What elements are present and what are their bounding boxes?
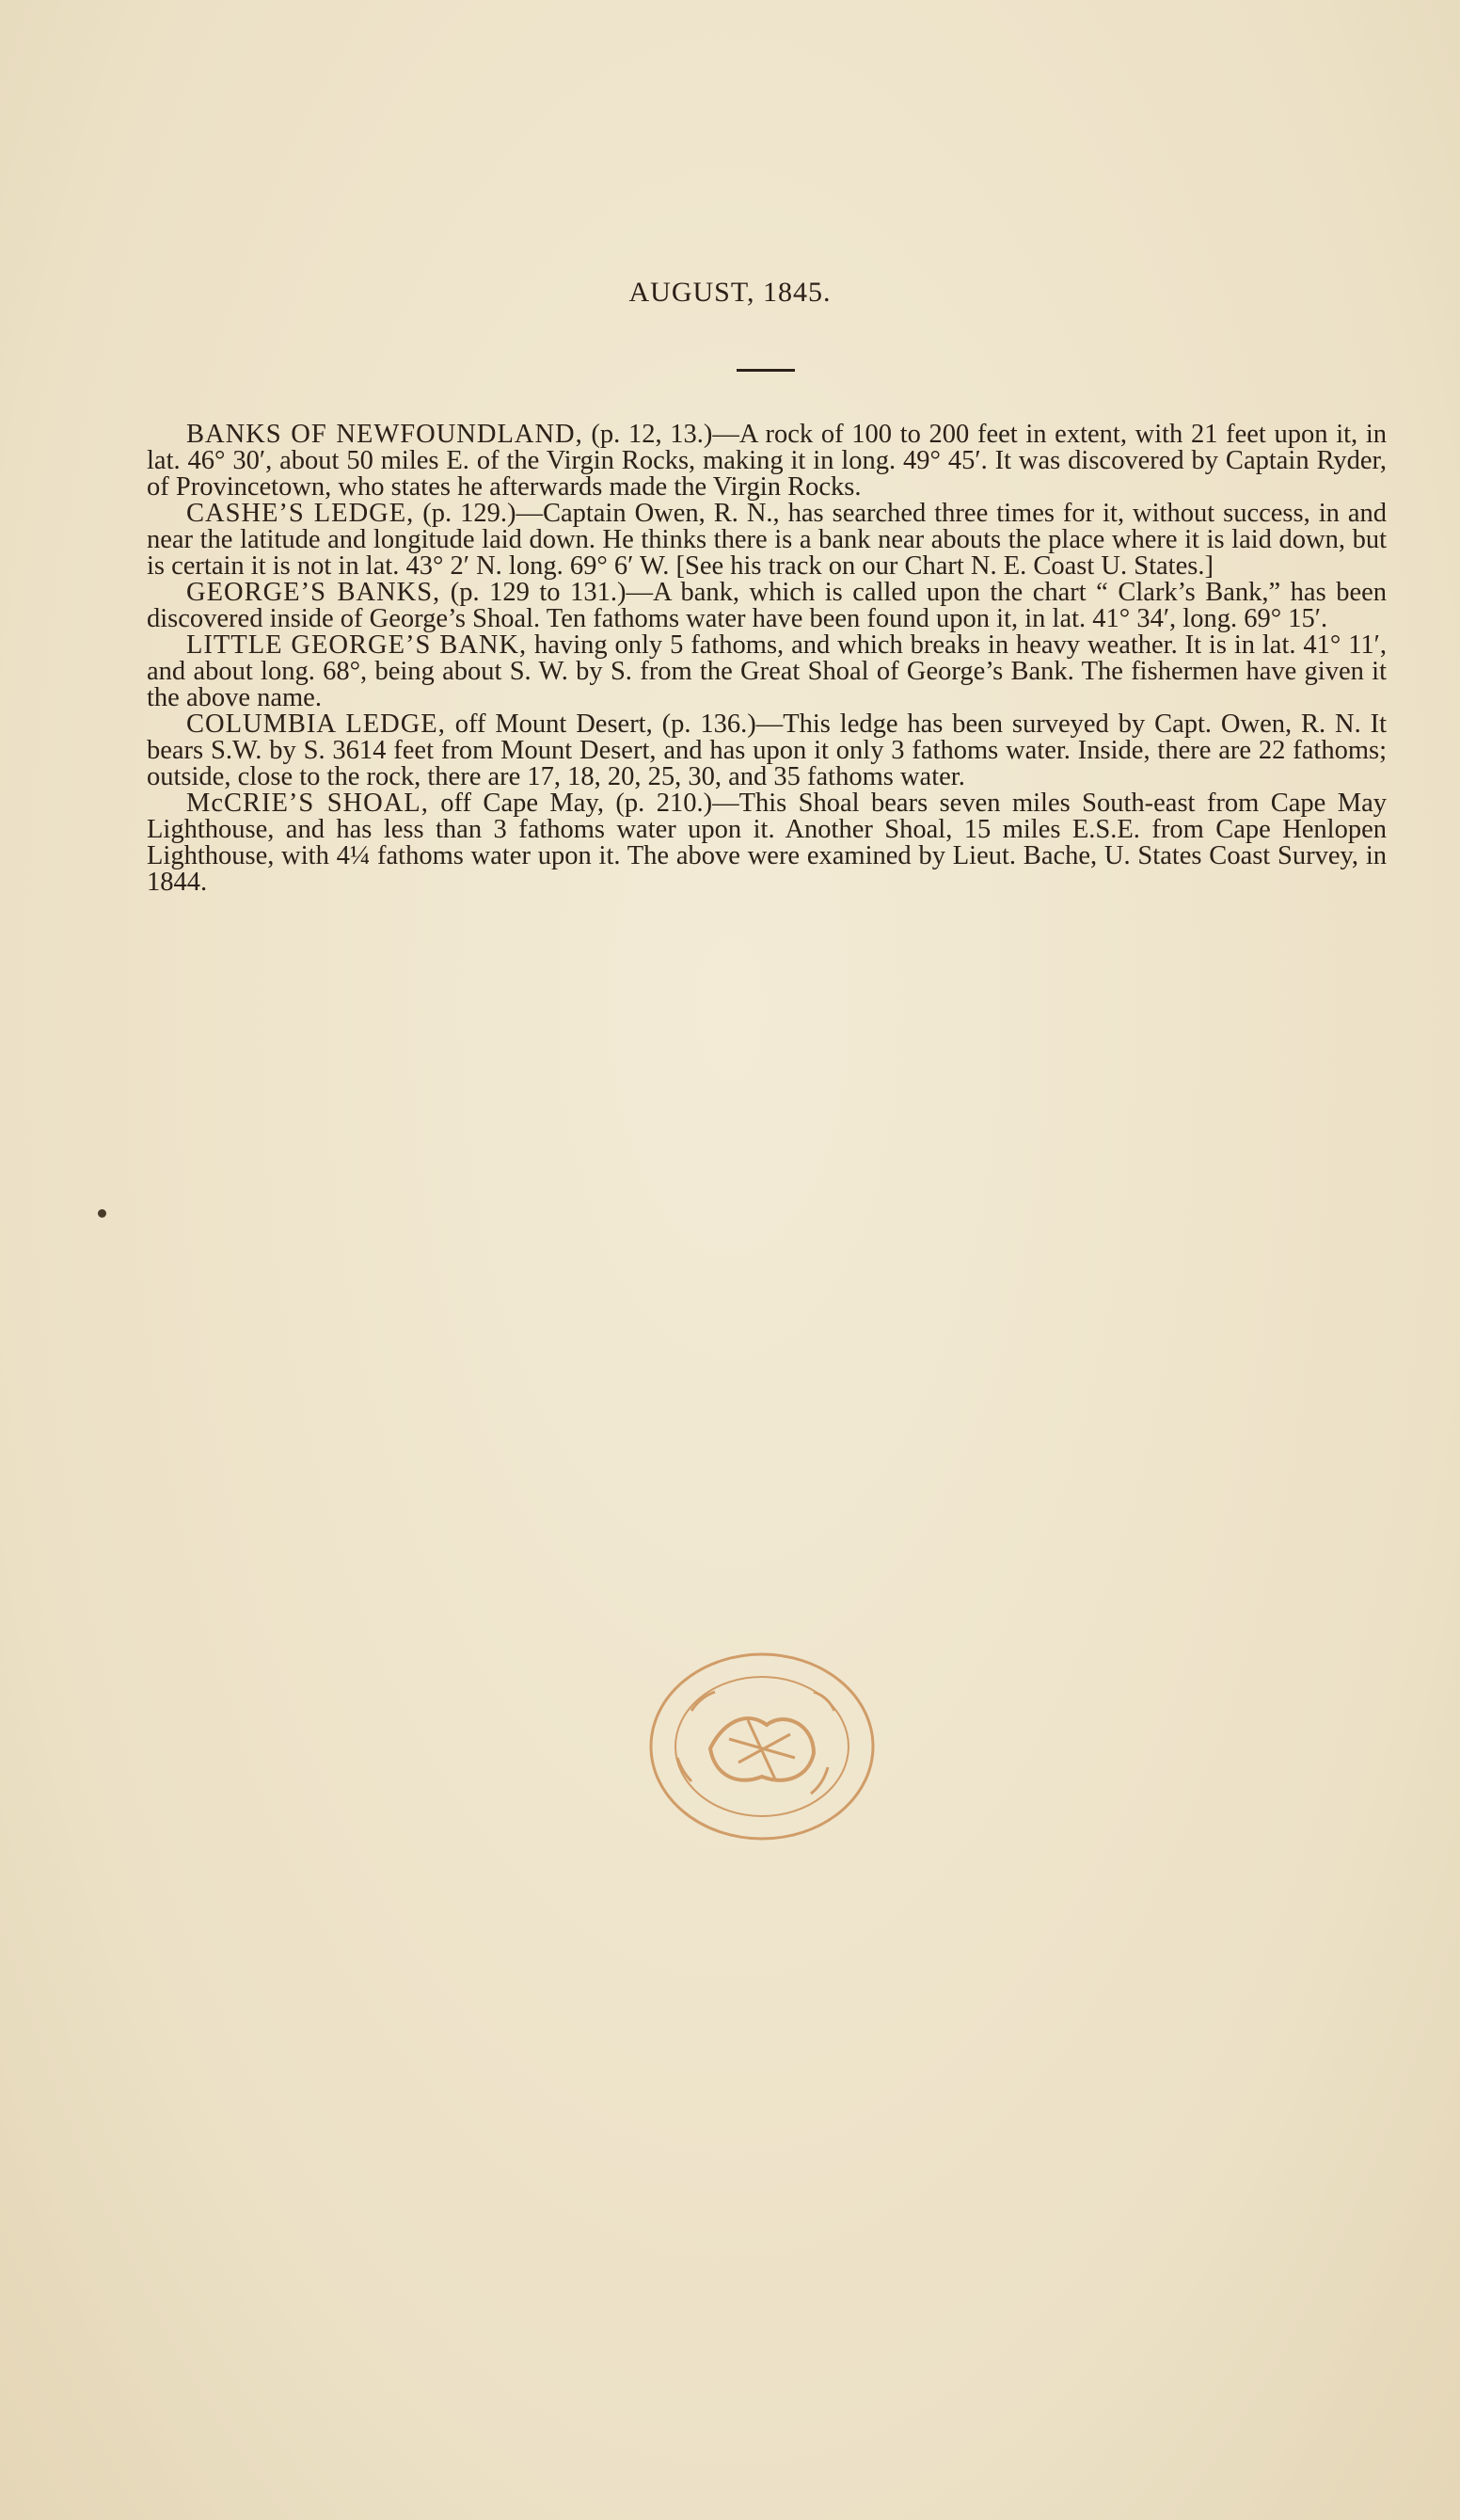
entry-text: (p. 129.)—Captain Owen, R. N., has searched three times for it, without success, in and near the latitude and longitude laid down. He thinks there is a bank near abouts the place where it is laid down, but is certain it is not in lat. 43° 2′ N. long. 69° 6′ W. [See his track on our Chart N. E. Coast U. States.] xyxy=(147,499,1387,581)
paragraph-banks-of-newfoundland xyxy=(147,422,1387,501)
document-body xyxy=(147,422,1387,896)
paragraph-mccries-shoal xyxy=(147,790,1387,896)
entry-text: off Cape May, (p. 210.)—This Shoal bears seven miles South-east from Cape May Lighthouse, and has less than 3 fathoms water upon it. Another Shoal, 15 miles E.S.E. from Cape Henlopen Lighthouse, with 4¼ fathoms water upon it. The above were examined by Lieut. Bache, U. States Coast Survey, in 1844. xyxy=(147,789,1387,897)
entry-text: (p. 129 to 131.)—A bank, which is called upon the chart “ Clark’s Bank,” has been discovered inside of George’s Shoal. Ten fathoms water have been found upon it, in lat. 41° 34′, long. 69° 15′. xyxy=(147,578,1387,633)
title-rule xyxy=(737,369,795,372)
entry-text: (p. 12, 13.)—A rock of 100 to 200 feet in extent, with 21 feet upon it, in lat. 46° 30′, about 50 miles E. of the Virgin Rocks, making it in long. 49° 45′. It was discovered by Captain Ryder, of Provincetown, who states he afterwards made the Virgin Rocks. xyxy=(147,420,1387,502)
paragraph-georges-banks xyxy=(147,580,1387,632)
page-title: AUGUST, 1845. xyxy=(628,277,832,308)
entry-heading: BANKS OF NEWFOUNDLAND, xyxy=(186,420,583,449)
entry-text: off Mount Desert, (p. 136.)—This ledge has been surveyed by Capt. Owen, R. N. It bears S.W. by S. 3614 feet from Mount Desert, and has upon it only 3 fathoms water. Inside, there are 22 fathoms; outside, close to the rock, there are 17, 18, 20, 25, 30, and 35 fathoms water. xyxy=(147,710,1387,791)
paragraph-columbia-ledge xyxy=(147,711,1387,790)
paragraph-cashes-ledge xyxy=(147,501,1387,580)
ink-dot xyxy=(98,1209,106,1218)
entry-heading: CASHE’S LEDGE, xyxy=(186,499,415,528)
paragraph-little-georges-bank xyxy=(147,632,1387,711)
entry-text: having only 5 fathoms, and which breaks in heavy weather. It is in lat. 41° 11′, and about long. 68°, being about S. W. by S. from the Great Shoal of George’s Bank. The fishermen have given it the above name. xyxy=(147,630,1387,712)
entry-heading: GEORGE’S BANKS, xyxy=(186,578,441,607)
entry-heading: LITTLE GEORGE’S BANK, xyxy=(186,630,528,660)
entry-heading: COLUMBIA LEDGE, xyxy=(186,710,446,739)
entry-heading: McCRIE’S SHOAL, xyxy=(186,789,429,818)
library-stamp-icon xyxy=(635,1635,889,1852)
